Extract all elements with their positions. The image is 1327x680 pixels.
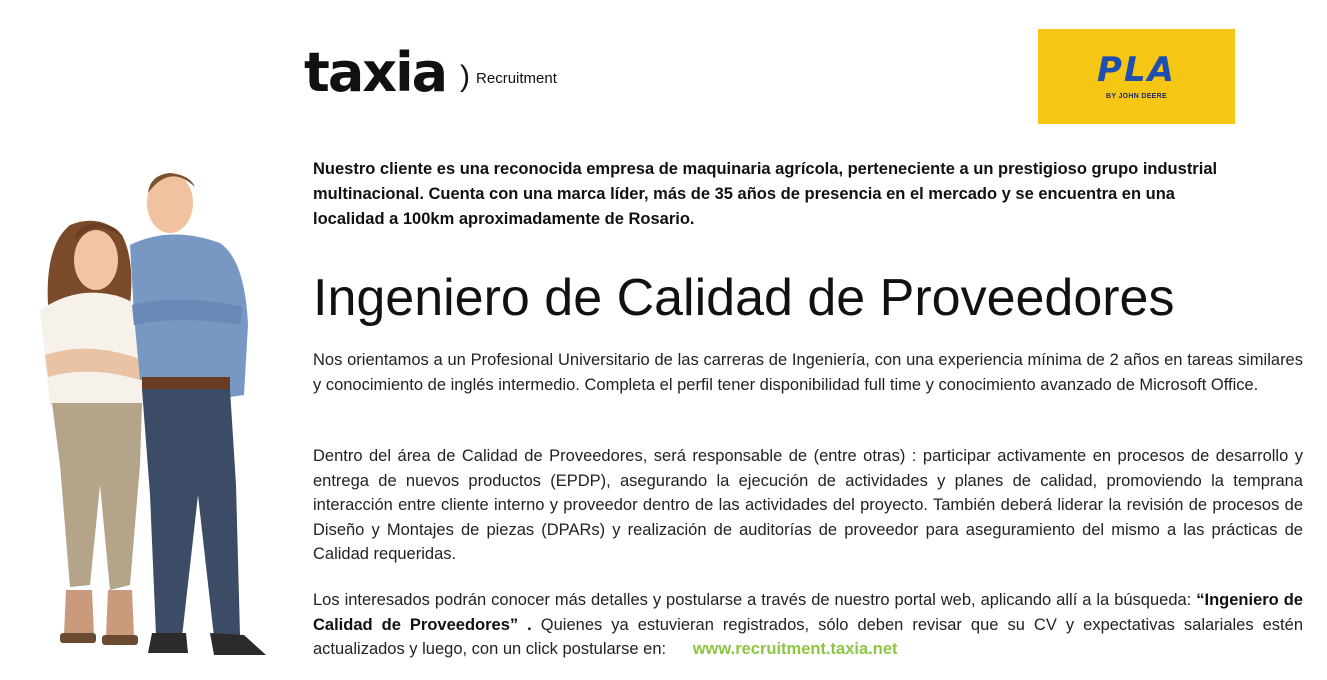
taxia-logo-paren: ) [460, 60, 471, 93]
job-title: Ingeniero de Calidad de Proveedores [313, 269, 1175, 327]
man-figure [130, 173, 266, 655]
woman-figure [40, 221, 148, 645]
pla-brand-subtitle: BY JOHN DEERE [1106, 93, 1167, 100]
company-intro: Nuestro cliente es una reconocida empresa de maquinaria agrícola, perteneciente a un prestigioso grupo industrial multinacional. Cuenta con una marca líder, más de 35 años de presencia en el mercado y se encuentra en una localidad a 100km aproximadamente de Rosario. [313, 160, 1218, 228]
pla-brand-logo [1038, 29, 1235, 124]
recruitment-link[interactable]: www.recruitment.taxia.net [692, 640, 898, 658]
taxia-logo [304, 41, 557, 104]
taxia-logo-mark: taxia [304, 41, 447, 104]
apply-search-title: “Ingeniero de Calidad de Proveedores” . [313, 591, 1303, 634]
people-photo [30, 165, 280, 665]
taxia-logo-subtitle: Recruitment [476, 69, 557, 87]
responsibilities-paragraph: Dentro del área de Calidad de Proveedores, será responsable de (entre otras) : participar activamente en procesos de desarrollo y entrega de nuevos productos (EPDP), asegurando la ejecución de actividades y planes de calidad, promoviendo la temprana interacción entre cliente interno y proveedor dentro de las actividades del proyecto. También deberá liderar la revisión de procesos de Diseño y Montajes de piezas (DPARs) y realización de auditorías de proveedor para aseguramiento del mismo a las prácticas de Calidad requeridas. [313, 447, 1303, 563]
apply-text-1: Los interesados podrán conocer más detalles y postularse a través de nuestro portal web, aplicando allí a la búsqueda: [313, 591, 1192, 609]
apply-paragraph [313, 588, 1303, 662]
pla-brand-name: PLA [1097, 50, 1176, 90]
profile-paragraph: Nos orientamos a un Profesional Universitario de las carreras de Ingeniería, con una experiencia mínima de 2 años en tareas similares y conocimiento de inglés intermedio. Completa el perfil tener disponibilidad full time y conocimiento avanzado de Microsoft Office. [313, 351, 1303, 394]
apply-text-2: Quienes ya estuvieran registrados, sólo deben revisar que su CV y expectativas salariales estén actualizados y luego, con un click postularse en: [313, 615, 1303, 658]
